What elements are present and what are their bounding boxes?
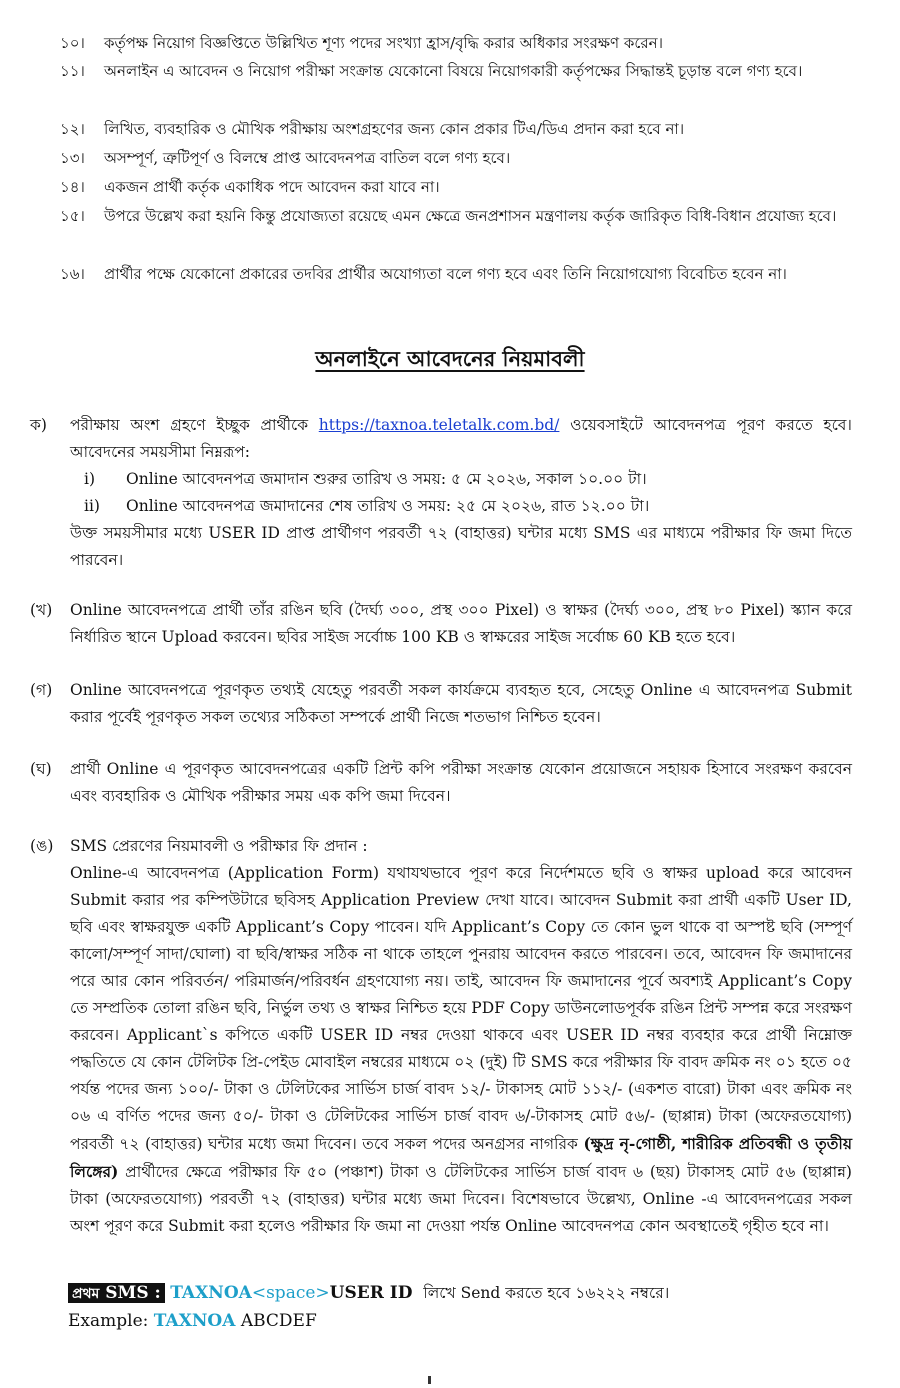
section-kha [30,597,852,651]
rule-number: ১৪। [60,178,85,196]
rule-text: উপরে উল্লেখ করা হয়নি কিন্তু প্রযোজ্যতা রয়েছে এমন ক্ষেত্রে জনপ্রশাসন মন্ত্রণালয় কর্তৃক জারিকৃত বিধি-বিধান প্রযোজ্য হবে। [104,207,837,225]
rule-13 [60,145,860,171]
rule-10 [60,30,860,56]
roman-numeral: i) [84,470,96,488]
rule-number: ১১। [60,62,85,80]
rule-text: কর্তৃপক্ষ নিয়োগ বিজ্ঞপ্তিতে উল্লিখিত শূণ্য পদের সংখ্যা হ্রাস/বৃদ্ধি করার অধিকার সংরক্ষণ করেন। [104,34,663,52]
section-ka-intro: পরীক্ষায় অংশ গ্রহণে ইচ্ছুক প্রার্থীকে [70,416,309,434]
section-marker: (ঘ) [30,760,52,778]
rule-14 [60,174,860,200]
rule-number: ১৬। [60,265,85,283]
example-keyword: TAXNOA [153,1311,236,1331]
page-edge-mark [428,1376,431,1384]
section-ka [30,412,852,574]
rule-number: ১০। [60,34,85,52]
section-uma [30,833,852,1240]
rule-text: একজন প্রার্থী কর্তৃক একাধিক পদে আবেদন করা যাবে না। [104,178,440,196]
rule-11 [60,58,860,84]
section-marker: (খ) [30,601,53,619]
date-item-text: Online আবেদনপত্র জমাদান শুরুর তারিখ ও সময়: ৫ মে ২০২৬, সকাল ১০.০০ টা। [126,470,647,488]
section-gha-text: প্রার্থী Online এ পূরণকৃত আবেদনপত্রের একটি প্রিন্ট কপি পরীক্ষা সংক্রান্ত যেকোন প্রয়োজনে সহায়ক হিসাবে সংরক্ষণ করবেন এবং ব্যবহারিক ও মৌখিক পরীক্ষার সময় এক কপি জমা দিবেন। [70,760,852,805]
heading-text: অনলাইনে আবেদনের নিয়মাবলী [315,346,585,371]
sms-tag-prefix: প্রথম [72,1286,100,1302]
rule-12 [60,116,860,142]
section-marker: (ঙ) [30,837,54,855]
example-label: Example: [68,1311,149,1331]
sms-format-line [68,1280,669,1307]
sms-tag: SMS : [105,1283,161,1303]
sms-example-line [68,1308,317,1334]
sms-keyword: TAXNOA [170,1283,252,1303]
section-ga [30,677,852,731]
section-gha [30,756,852,810]
section-uma-para-end: প্রার্থীদের ক্ষেত্রে পরীক্ষার ফি ৫০ (পঞ্চাশ) টাকা ও টেলিটকের সার্ভিস চার্জ বাবদ ৬ (ছয়) টাকাসহ মোট ৫৬ (ছাপ্পান্ন) টাকা (অফেরতযোগ্য) পরবর্তী ৭২ (বাহাত্তর) ঘন্টার মধ্যে জমা দিবেন। বিশেষভাবে উল্লেখ্য, Online -এ আবেদনপত্রের সকল অংশ পূরণ করে Submit করা হলেও পরীক্ষার ফি জমা না দেওয়া পর্যন্ত Online আবেদনপত্র কোন অবস্থাতেই গৃহীত হবে না। [70,1163,852,1235]
section-marker: ক) [30,416,47,434]
date-item-end [70,493,852,520]
application-website-link[interactable]: https://taxnoa.teletalk.com.bd/ [318,416,560,434]
rule-text: লিখিত, ব্যবহারিক ও মৌখিক পরীক্ষায় অংশগ্রহণের জন্য কোন প্রকার টিএ/ডিএ প্রদান করা হবে না। [104,120,685,138]
example-code: ABCDEF [240,1311,317,1331]
date-item-text: Online আবেদনপত্র জমাদানের শেষ তারিখ ও সময়: ২৫ মে ২০২৬, রাত ১২.০০ টা। [126,497,650,515]
section-ga-text: Online আবেদনপত্রে পূরণকৃত তথ্যই যেহেতু পরবর্তী সকল কার্যক্রমে ব্যবহৃত হবে, সেহেতু Online এ আবেদনপত্র Submit করার পূর্বেই পূরণকৃত সকল তথ্যের সঠিকতা সম্পর্কে প্রার্থী নিজে শতভাগ নিশ্চিত হবেন। [70,681,852,726]
section-uma-para: Online-এ আবেদনপত্র (Application Form) যথাযথভাবে পূরণ করে নির্দেশমতে ছবি ও স্বাক্ষর upload করে আবেদন Submit করার পর কম্পিউটারে ছবিসহ Application Preview দেখা যাবে। আবেদন Submit করা প্রার্থী একটি User ID, ছবি এবং স্বাক্ষরযুক্ত একটি Applicant’s Copy পাবেন। যদি Applicant’s Copy তে কোন ভুল থাকে বা অস্পষ্ট ছবি (সম্পূর্ণ কালো/সম্পূর্ণ সাদা/ঘোলা) বা ছবি/স্বাক্ষর সঠিক না থাকে তাহলে পুনরায় আবেদন করতে পারবেন। তবে, আবেদন ফি জমাদানের পরে আর কোন পরিবর্তন/ পরিমার্জন/পরিবর্ধন গ্রহণযোগ্য নয়। তাই, আবেদন ফি জমাদানের পূর্বে অবশ্যই Applicant’s Copy তে সম্প্রতিক তোলা রঙিন ছবি, নির্ভুল তথ্য ও স্বাক্ষর নিশ্চিত হয়ে PDF Copy ডাউনলোডপূর্বক রঙিন প্রিন্ট সম্পন্ন করে সংরক্ষণ করবেন। Applicant`s কপিতে একটি USER ID নম্বর দেওয়া থাকবে এবং USER ID নম্বর ব্যবহার করে প্রার্থী নিম্নোক্ত পদ্ধতিতে যে কোন টেলিটক প্রি-পেইড মোবাইল নম্বরের মাধ্যমে ০২ (দুই) টি SMS করে পরীক্ষার ফি বাবদ ক্রমিক নং ০১ হতে ০৫ পর্যন্ত পদের জন্য ১০০/- টাকা ও টেলিটকের সার্ভিস চার্জ বাবদ ১২/- টাকাসহ মোট ১১২/- (একশত বারো) টাকা এবং ক্রমিক নং ০৬ এ বর্ণিত পদের জন্য ৫০/- টাকা ও টেলিটকের সার্ভিস চার্জ বাবদ ৬/-টাকাসহ মোট ৫৬/- (ছাপ্পান্ন) টাকা (অফেরতযোগ্য) পরবর্তী ৭২ (বাহাত্তর) ঘন্টার মধ্যে জমা দিবেন। তবে সকল পদের অনগ্রসর নাগরিক [70,864,852,1153]
sms-label-badge [68,1283,165,1303]
section-ka-tail: উক্ত সময়সীমার মধ্যে USER ID প্রাপ্ত প্রার্থীগণ পরবর্তী ৭২ (বাহাত্তর) ঘন্টার মধ্যে SMS এর মাধ্যমে পরীক্ষার ফি জমা দিতে পারবেন। [70,524,852,569]
rule-text: অসম্পূর্ণ, ত্রুটিপূর্ণ ও বিলম্বে প্রাপ্ত আবেদনপত্র বাতিল বলে গণ্য হবে। [104,149,511,167]
section-ka-intro-tail: ওয়েবসাইটে আবেদনপত্র পূরণ করতে হবে। আবেদনের সময়সীমা নিম্নরূপ: [70,416,852,461]
section-uma-title: SMS প্রেরণের নিয়মাবলী ও পরীক্ষার ফি প্রদান : [70,837,368,855]
sms-userid: USER ID [329,1283,413,1303]
rule-text: অনলাইন এ আবেদন ও নিয়োগ পরীক্ষা সংক্রান্ত যেকোনো বিষয়ে নিয়োগকারী কর্তৃপক্ষের সিদ্ধান্তই চূড়ান্ত বলে গণ্য হবে। [104,62,803,80]
section-kha-text: Online আবেদনপত্রে প্রার্থী তাঁর রঙিন ছবি (দৈর্ঘ্য ৩০০, প্রস্থ ৩০০ Pixel) ও স্বাক্ষর (দৈর্ঘ্য ৩০০, প্রস্থ ৮০ Pixel) স্ক্যান করে নির্ধারিত স্থানে Upload করবেন। ছবির সাইজ সর্বোচ্চ 100 KB ও স্বাক্ষরের সাইজ সর্বোচ্চ 60 KB হতে হবে। [70,601,852,646]
rule-number: ১৩। [60,149,85,167]
date-item-start [70,466,852,493]
rule-15 [60,203,860,229]
rule-text: প্রার্থীর পক্ষে যেকোনো প্রকারের তদবির প্রার্থীর অযোগ্যতা বলে গণ্য হবে এবং তিনি নিয়োগযোগ্য বিবেচিত হবেন না। [104,265,787,283]
roman-numeral: ii) [84,497,100,515]
section-heading [0,344,900,374]
rule-number: ১৫। [60,207,85,225]
section-uma-bold-note: (ক্ষুদ্র নৃ-গোষ্ঠী, শারীরিক প্রতিবন্ধী ও তৃতীয় লিঙ্গের) [70,1134,853,1181]
section-marker: (গ) [30,681,53,699]
sms-space-token: <space> [251,1283,330,1303]
rule-number: ১২। [60,120,85,138]
rule-16 [60,261,860,287]
sms-instruction: লিখে Send করতে হবে ১৬২২২ নম্বরে। [423,1284,670,1302]
